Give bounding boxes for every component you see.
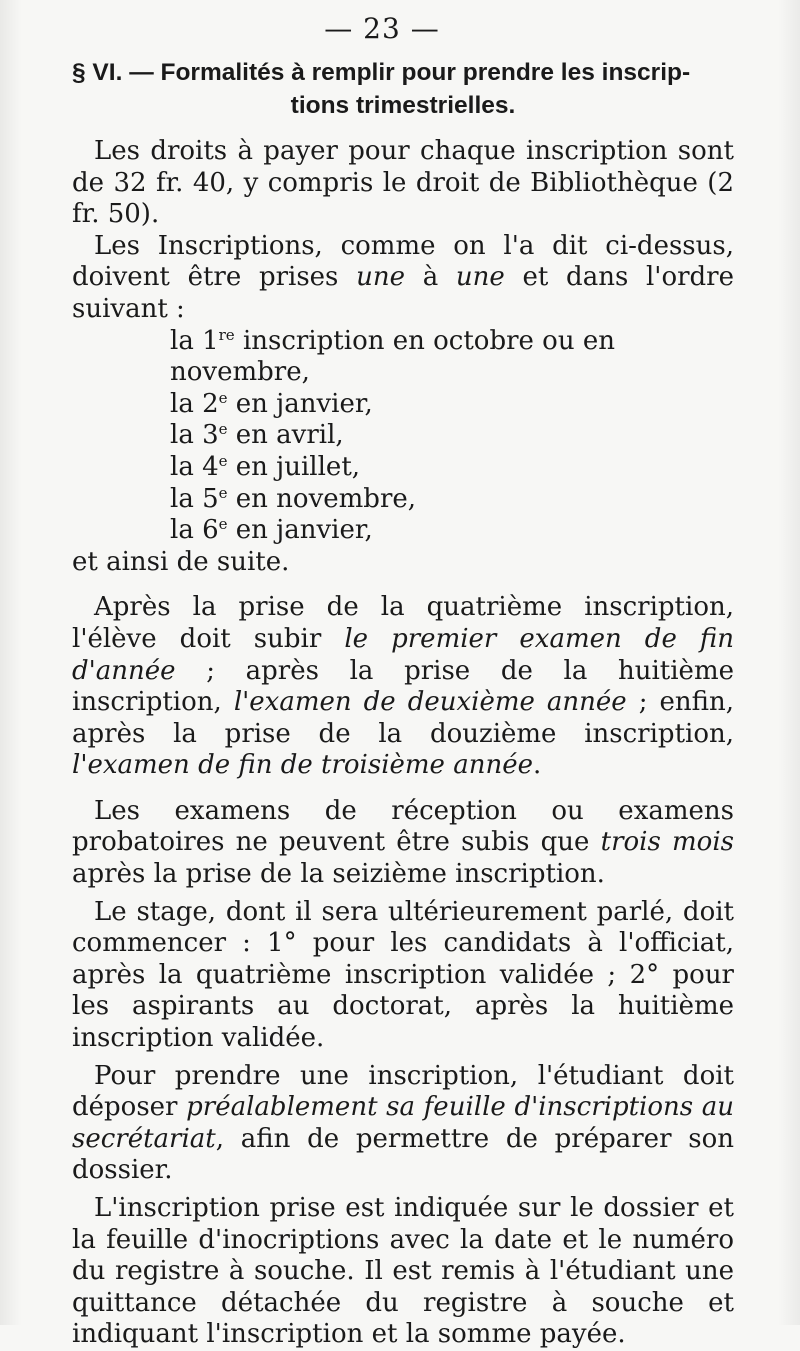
schedule-item [170,452,734,484]
schedule-item-ordinal: la 3 [170,420,219,451]
inscription-schedule-list [72,326,734,547]
paragraph-fees: Les droits à payer pour chaque inscription sont de 32 fr. 40, y compris le droit de Bibliothèque (2 fr. 50). [72,136,734,230]
paragraph-order-end: et ainsi de suite. [72,546,290,577]
schedule-item-text: inscription en octobre ou en novembre, [170,325,615,388]
paragraph-exams-text-a: Après la prise de la quatrième inscription, l'élève doit subir [72,592,734,654]
schedule-item-text: en avril, [227,420,344,451]
schedule-item [170,326,734,389]
paragraph-order-text-b: à [405,262,456,293]
paragraph-probatory-exams [72,796,734,891]
schedule-item-text: en juillet, [227,451,361,482]
paragraph-order-emphasis-1: une [356,262,405,293]
schedule-item-text: en janvier, [227,388,373,419]
paragraph-order [72,231,734,326]
schedule-item-suffix-mark: e [218,515,228,534]
schedule-item-ordinal: la 5 [170,483,219,514]
paragraph-exams-text-c: ; enfin, après la prise de la douzième inscription, [72,687,734,749]
paragraph-exams-emphasis-1: le premier examen de fin d'année [72,623,734,686]
paragraph-probatory-text-b: après la prise de la seizième inscription. [72,859,605,890]
paragraph-procedure-emphasis: préalablement sa feuille d'inscriptions au secrétariat [72,1092,734,1154]
paragraph-registration-procedure [72,1061,734,1187]
schedule-item [170,484,734,516]
schedule-item-suffix-mark: e [218,420,228,439]
page-body [72,56,734,1351]
schedule-item-ordinal: la 1 [170,325,219,356]
paragraph-probatory-text-a: Les examens de réception ou examens probatoires ne peuvent être subis que [72,795,734,858]
section-heading-line1: § VI. — Formalités à remplir pour prendre les inscrip- [72,59,691,86]
schedule-item [170,389,734,421]
page-edge-right [778,0,800,1325]
page-edge-left [0,0,22,1325]
schedule-item-suffix-mark: re [218,325,235,344]
schedule-item-ordinal: la 2 [170,388,219,419]
schedule-item-text: en janvier, [227,515,373,546]
section-heading-line2: tions trimestrielles. [290,92,516,119]
paragraph-internship: Le stage, dont il sera ultérieurement parlé, doit commencer : 1° pour les candidats à l'officiat, après la quatrième inscription validée ; 2° pour les aspirants au doctorat, après la huitième inscription validée. [72,896,734,1054]
paragraph-procedure-text-a: Pour prendre une inscription, l'étudiant doit déposer [72,1060,734,1123]
schedule-item [170,515,734,547]
paragraph-receipt: L'inscription prise est indiquée sur le dossier et la feuille d'inocriptions avec la date et le numéro du registre à souche. Il est remis à l'étudiant une quittance détachée du registre à souche et indiquant l'inscription et la somme payée. [72,1193,734,1350]
paragraph-probatory-emphasis: trois mois [600,827,734,858]
paragraph-exams-year [72,592,734,782]
paragraph-order-text-c: et dans l'ordre suivant : [72,262,734,324]
paragraph-order-emphasis-2: une [455,262,505,293]
section-heading [72,56,734,122]
paragraph-exams-emphasis-2: l'examen de deuxième année [233,687,627,718]
schedule-item-ordinal: la 4 [170,451,219,482]
paragraph-exams-emphasis-3: l'examen de fin de troisième année [72,750,533,781]
schedule-item-suffix-mark: e [218,451,228,470]
schedule-item-text: en novembre, [227,483,417,514]
schedule-item [170,420,734,452]
paragraph-exams-text-b: ; après la prise de la huitième inscription, [72,655,734,718]
paragraph-procedure-text-b: , afin de permettre de préparer son dossier. [72,1123,734,1186]
paragraph-exams-text-d: . [532,750,542,781]
schedule-item-ordinal: la 6 [170,515,219,546]
paragraph-order-text-a: Les Inscriptions, comme on l'a dit ci-dessus, doivent être prises [72,230,734,293]
page-number: — 23 — [324,12,440,45]
schedule-item-suffix-mark: e [218,483,228,502]
schedule-item-suffix-mark: e [218,388,228,407]
